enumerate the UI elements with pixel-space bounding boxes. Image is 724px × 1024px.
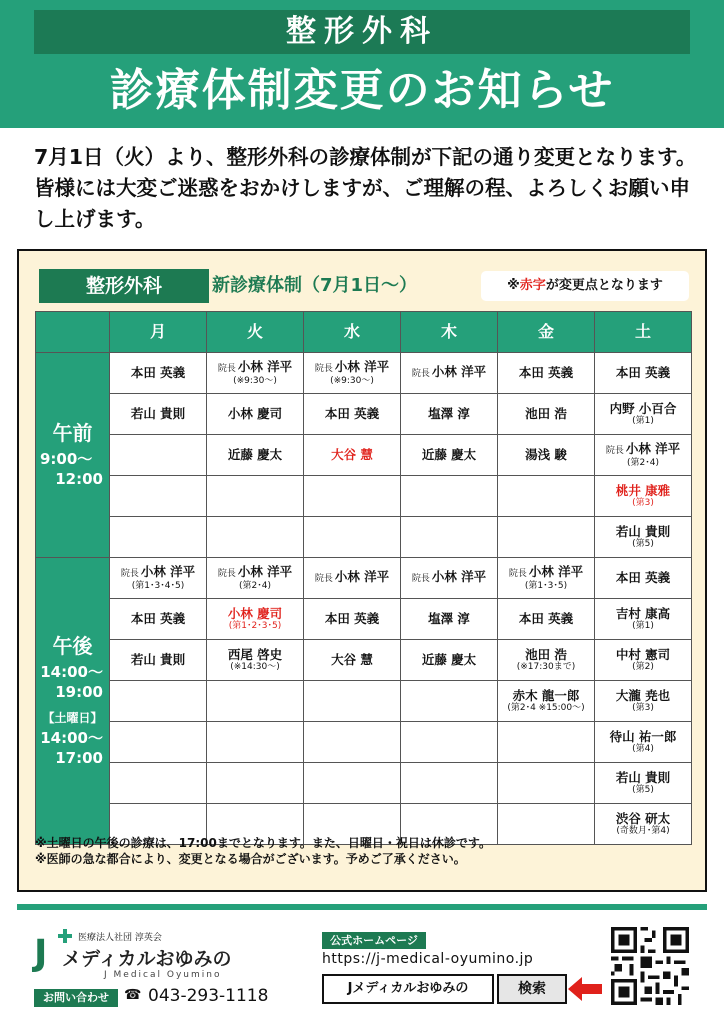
doctor-name: 若山 貴則 [130,652,186,667]
schedule-cell [207,517,304,558]
doctor-name: 小林 洋平 [237,358,293,374]
schedule-cell [207,763,304,804]
doctor-name: 小林 洋平 [528,563,584,579]
schedule-cell [595,640,692,681]
day-header: 金 [498,312,595,353]
saturday-end: 17:00 [55,749,103,767]
schedule-panel [17,249,707,892]
day-header: 火 [207,312,304,353]
schedule-cell [304,722,401,763]
doctor-name: 小林 慶司 [227,605,283,621]
schedule-cell [401,476,498,517]
schedule-cell [304,435,401,476]
director-prefix: 院長 [411,574,430,584]
logo-letter: J [34,933,48,974]
footer-divider [17,904,707,910]
schedule-cell [401,517,498,558]
day-header: 木 [401,312,498,353]
schedule-cell [207,476,304,517]
doctor-name: 近藤 慶太 [227,447,283,462]
schedule-cell [304,763,401,804]
schedule-cell [401,435,498,476]
doctor-name: 塩澤 淳 [428,611,470,626]
schedule-cell [498,681,595,722]
schedule-cell [498,599,595,640]
qr-code-icon[interactable] [611,927,689,1005]
doctor-name: 若山 貴則 [615,523,671,539]
day-header: 水 [304,312,401,353]
schedule-note: (第1･3･4･5) [131,580,185,591]
director-prefix: 院長 [605,445,624,456]
schedule-note: (第2) [632,661,654,672]
schedule-cell [498,435,595,476]
schedule-cell [110,394,207,435]
schedule-cell [498,640,595,681]
schedule-title: 新診療体制（7月1日〜） [212,275,418,296]
schedule-note: (第1･3･5) [524,580,568,591]
schedule-cell [498,558,595,599]
notice-rest: が変更点となります [545,278,663,293]
doctor-name: 小林 洋平 [431,569,487,584]
table-row [36,763,692,804]
schedule-cell [110,722,207,763]
doctor-name: 小林 洋平 [625,440,681,456]
search-button[interactable]: 検索 [497,974,567,1004]
homepage-label: 公式ホームページ [322,932,426,949]
schedule-cell [401,722,498,763]
schedule-cell [498,722,595,763]
period-end: 19:00 [55,683,103,701]
header-band [0,0,724,128]
change-notice [481,271,689,301]
department-banner: 整形外科 [34,10,690,54]
schedule-cell [595,394,692,435]
doctor-name: 大瀧 尭也 [615,687,671,703]
schedule-note: (第2･4) [239,580,271,591]
doctor-name: 小林 洋平 [431,364,487,379]
schedule-cell [110,640,207,681]
schedule-cell [595,722,692,763]
doctor-name: 近藤 慶太 [421,447,477,462]
doctor-name: 若山 貴則 [615,769,671,785]
doctor-name: 本田 英義 [518,611,574,626]
doctor-name: 吉村 康高 [615,605,671,621]
note-line: ※医師の急な都合により、変更となる場合がございます。予めご了承ください。 [35,852,466,866]
schedule-cell [498,763,595,804]
schedule-note: (第3) [632,702,654,713]
logo-cross-icon [58,929,72,943]
doctor-name: 小林 洋平 [237,563,293,579]
schedule-cell [207,681,304,722]
director-prefix: 院長 [508,568,527,579]
corner-cell [36,312,110,353]
table-row [36,681,692,722]
schedule-cell [595,681,692,722]
schedule-cell [401,763,498,804]
intro-text: 7月1日（火）より、整形外科の診療体制が下記の通り変更となります。皆様には大変ご迷惑をおかけしますが、ご理解の程、よろしくお願い申し上げます。 [34,145,697,231]
period-label: 午前 [52,421,93,445]
schedule-cell [110,435,207,476]
notice-mark: ※ [507,278,520,293]
schedule-cell [304,599,401,640]
homepage-url[interactable]: https://j-medical-oyumino.jp [322,951,534,967]
doctor-name: 塩澤 淳 [428,406,470,421]
schedule-cell [498,394,595,435]
department-tag: 整形外科 [39,269,209,303]
phone-number[interactable]: 043-293-1118 [148,986,269,1006]
schedule-note: (第1) [632,620,654,631]
schedule-note: (第1) [632,415,654,426]
clinic-logo-name: メディカルおゆみの [62,948,232,970]
search-input[interactable]: Jメディカルおゆみの [322,974,494,1004]
doctor-name: 本田 英義 [324,406,380,421]
day-header-row [36,312,692,353]
doctor-name: 小林 洋平 [334,569,390,584]
director-prefix: 院長 [411,369,430,379]
doctor-name: 小林 慶司 [227,406,283,421]
director-prefix: 院長 [217,363,236,374]
saturday-start: 14:00〜 [40,729,103,747]
doctor-name: 小林 洋平 [334,358,390,374]
director-prefix: 院長 [314,363,333,374]
schedule-cell [207,722,304,763]
table-row [36,517,692,558]
schedule-cell [110,558,207,599]
schedule-note: (第2･4 ※15:00〜) [507,702,585,713]
schedule-note: (※17:30まで) [516,661,576,672]
schedule-cell [595,517,692,558]
doctor-name: 湯浅 駿 [525,447,567,462]
schedule-note: (※9:30〜) [233,375,277,386]
period-start: 9:00〜 [40,450,93,468]
schedule-cell [110,681,207,722]
schedule-note: (第5) [632,538,654,549]
schedule-note: (※9:30〜) [330,375,374,386]
schedule-cell [595,435,692,476]
doctor-name: 小林 洋平 [140,563,196,579]
schedule-cell [401,394,498,435]
period-label: 午後 [52,634,93,658]
schedule-cell [498,804,595,845]
schedule-cell [207,640,304,681]
doctor-name: 本田 英義 [518,365,574,380]
schedule-cell [595,599,692,640]
schedule-cell [401,681,498,722]
schedule-note: (第3) [632,497,654,508]
table-row [36,394,692,435]
morning-period-header [36,353,110,558]
doctor-name: 中村 憲司 [615,646,671,662]
table-row [36,353,692,394]
doctor-name: 桃井 康雅 [615,482,671,498]
doctor-name: 本田 英義 [324,611,380,626]
table-row [36,476,692,517]
schedule-cell [207,394,304,435]
schedule-cell [304,517,401,558]
saturday-label: 【土曜日】 [42,711,103,725]
schedule-note: (第4) [632,743,654,754]
schedule-cell [207,558,304,599]
doctor-name: 池田 浩 [525,406,567,421]
day-header: 月 [110,312,207,353]
schedule-table [35,311,692,845]
notice-red-text: 赤字 [519,278,546,293]
day-header: 土 [595,312,692,353]
schedule-cell [595,558,692,599]
schedule-cell [401,353,498,394]
page-title: 診療体制変更のお知らせ [109,65,615,116]
corporation-name: 医療法人社団 淳英会 [78,933,162,943]
period-start: 14:00〜 [40,663,103,681]
schedule-cell [498,517,595,558]
schedule-cell [595,804,692,845]
schedule-cell [401,599,498,640]
director-prefix: 院長 [217,568,236,579]
note-line: ※土曜日の午後の診療は、17:00までとなります。また、日曜日・祝日は休診です。 [35,836,491,850]
schedule-cell [304,681,401,722]
schedule-cell [110,517,207,558]
doctor-name: 若山 貴則 [130,406,186,421]
schedule-cell [110,353,207,394]
afternoon-period-header [36,558,110,845]
schedule-cell [595,353,692,394]
schedule-cell [401,640,498,681]
table-row [36,722,692,763]
schedule-cell [498,476,595,517]
doctor-name: 本田 英義 [130,611,186,626]
schedule-cell [110,763,207,804]
doctor-name: 池田 浩 [525,646,567,662]
schedule-cell [207,599,304,640]
director-prefix: 院長 [314,574,333,584]
schedule-cell [595,476,692,517]
doctor-name: 待山 祐一郎 [609,728,677,744]
schedule-cell [304,394,401,435]
director-prefix: 院長 [120,568,139,579]
schedule-cell [304,640,401,681]
schedule-cell [304,476,401,517]
contact-label: お問い合わせ [34,989,118,1007]
doctor-name: 大谷 慧 [331,652,373,667]
doctor-name: 本田 英義 [130,365,186,380]
doctor-name: 赤木 龍一郎 [512,687,580,703]
schedule-note: (奇数月･第4) [616,825,670,836]
notes [35,835,491,867]
schedule-note: (第5) [632,784,654,795]
clinic-logo-english: J Medical Oyumino [104,970,222,980]
schedule-cell [110,476,207,517]
table-row [36,558,692,599]
schedule-cell [207,435,304,476]
doctor-name: 内野 小百合 [609,400,677,416]
doctor-name: 西尾 啓史 [227,646,283,662]
schedule-cell [207,353,304,394]
schedule-cell [304,353,401,394]
schedule-note: (第2･4) [627,457,659,468]
period-end: 12:00 [55,470,103,488]
schedule-cell [110,599,207,640]
schedule-cell [304,558,401,599]
schedule-cell [401,558,498,599]
table-row [36,435,692,476]
table-row [36,640,692,681]
schedule-note: (第1･2･3･5) [228,620,282,631]
doctor-name: 大谷 慧 [331,447,373,462]
table-row [36,599,692,640]
doctor-name: 本田 英義 [615,570,671,585]
phone-icon: ☎ [124,987,142,1003]
doctor-name: 本田 英義 [615,365,671,380]
schedule-cell [595,763,692,804]
schedule-note: (※14:30〜) [230,661,280,672]
schedule-cell [498,353,595,394]
arrow-left-icon [568,974,602,1004]
doctor-name: 近藤 慶太 [421,652,477,667]
doctor-name: 渋谷 研太 [615,810,671,826]
